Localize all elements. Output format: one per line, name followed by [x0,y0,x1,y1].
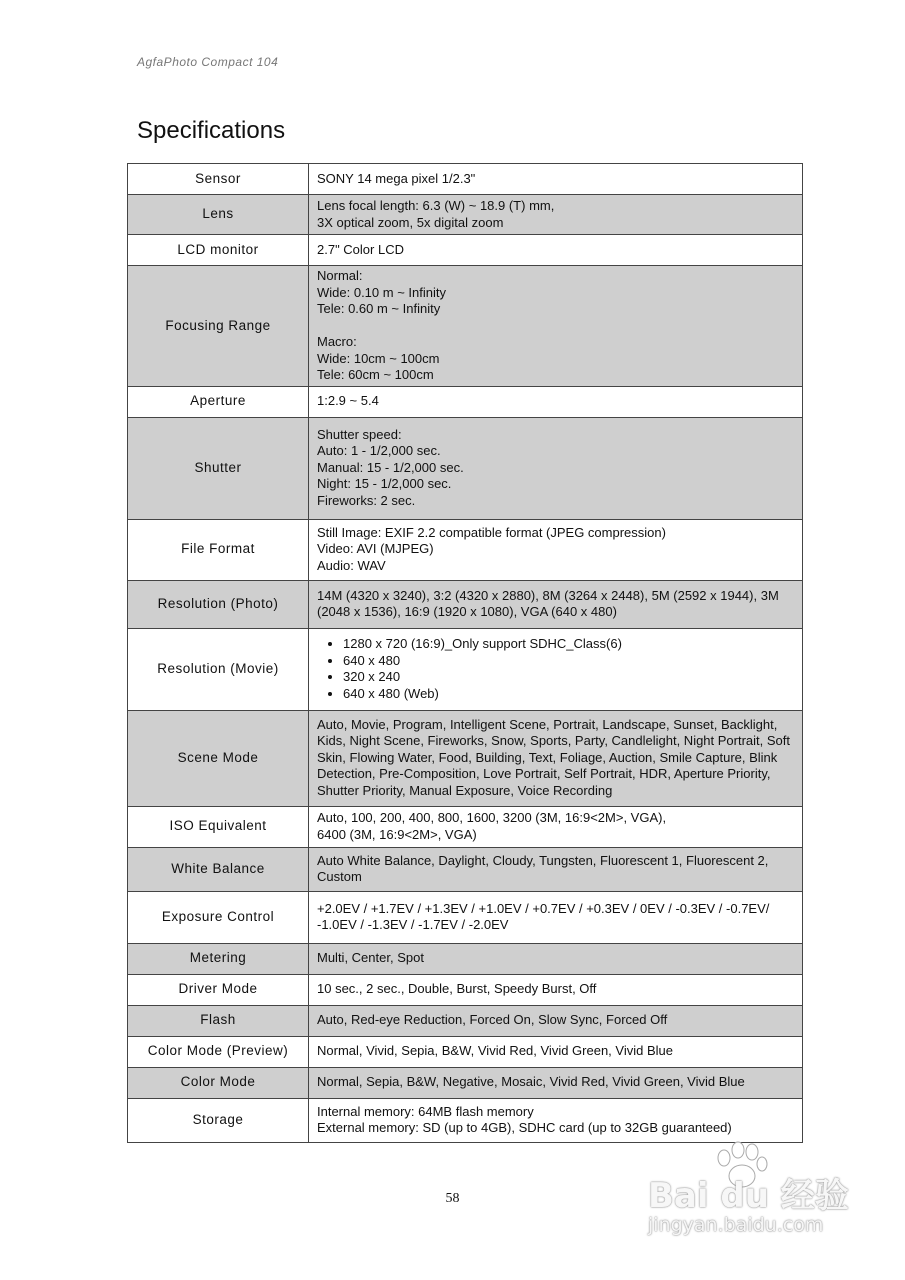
spec-value [309,580,803,628]
spec-label: White Balance [128,847,309,891]
spec-value-line: Audio: WAV [317,557,386,573]
spec-value-line: Tele: 0.60 m ~ Infinity [317,301,441,316]
spec-value-line: Video: AVI (MJPEG) [317,541,434,557]
spec-label: ISO Equivalent [128,806,309,847]
spec-value [309,847,803,891]
spec-value-line: Auto: 1 - 1/2,000 sec. [317,443,441,459]
spec-value-line: Multi, Center, Spot [317,950,424,966]
spec-value [309,386,803,417]
spec-value [309,1098,803,1142]
spec-value-line: 6400 (3M, 16:9<2M>, VGA) [317,826,477,842]
spec-value [309,266,803,387]
spec-label: Exposure Control [128,891,309,943]
spec-value-line: Auto, 100, 200, 400, 800, 1600, 3200 (3M, 16:9<2M>, VGA), [317,810,667,825]
spec-row [128,806,803,847]
spec-bullet-item: • 320 x 240 [343,669,794,686]
spec-value [309,806,803,847]
spec-value [309,519,803,580]
spec-value-line: 10 sec., 2 sec., Double, Burst, Speedy Burst, Off [317,981,597,997]
spec-value-line: Auto, Red-eye Reduction, Forced On, Slow Sync, Forced Off [317,1012,668,1028]
spec-row [128,386,803,417]
spec-label: Color Mode (Preview) [128,1036,309,1067]
spec-row [128,1036,803,1067]
spec-value-line: Tele: 60cm ~ 100cm [317,367,434,382]
spec-bullet-item: • 640 x 480 [343,653,794,670]
spec-value-line: Normal: [317,268,363,283]
spec-value-line: 3X optical zoom, 5x digital zoom [317,214,504,230]
spec-label: Resolution (Photo) [128,580,309,628]
spec-label: Shutter [128,417,309,519]
spec-value-line: Macro: [317,334,357,349]
spec-bullet-list [317,636,794,702]
spec-label: File Format [128,519,309,580]
spec-bullet-item: • 1280 x 720 (16:9)_Only support SDHC_Class(6) [343,636,794,653]
spec-row [128,943,803,974]
spec-row [128,580,803,628]
spec-label: Focusing Range [128,266,309,387]
spec-value-line: Manual: 15 - 1/2,000 sec. [317,459,464,475]
watermark-brand: Bai du 经验 [648,1176,849,1216]
baidu-watermark [640,1140,855,1250]
spec-value-line: Night: 15 - 1/2,000 sec. [317,476,452,492]
spec-value-line: Normal, Sepia, B&W, Negative, Mosaic, Vivid Red, Vivid Green, Vivid Blue [317,1074,745,1090]
spec-label: Resolution (Movie) [128,628,309,710]
spec-value-line: Fireworks: 2 sec. [317,492,416,508]
spec-row [128,235,803,266]
spec-value-line: Wide: 0.10 m ~ Infinity [317,284,446,300]
spec-row [128,847,803,891]
spec-value-line: 1:2.9 ~ 5.4 [317,393,379,409]
spec-value [309,891,803,943]
spec-label: Color Mode [128,1067,309,1098]
document-header: AgfaPhoto Compact 104 [137,55,279,69]
spec-value [309,417,803,519]
spec-label: Aperture [128,386,309,417]
watermark-domain: jingyan.baidu.com [648,1214,824,1236]
spec-value [309,974,803,1005]
spec-label: Metering [128,943,309,974]
spec-row [128,1067,803,1098]
spec-value [309,943,803,974]
spec-label: Driver Mode [128,974,309,1005]
spec-row [128,266,803,387]
spec-value-line: Wide: 10cm ~ 100cm [317,350,440,366]
spec-value-line: Internal memory: 64MB flash memory [317,1103,534,1119]
spec-value-line: SONY 14 mega pixel 1/2.3" [317,170,476,186]
page-title: Specifications [137,117,286,144]
spec-row [128,417,803,519]
spec-value [309,710,803,806]
spec-row [128,710,803,806]
spec-row [128,164,803,195]
spec-value-line: Lens focal length: 6.3 (W) ~ 18.9 (T) mm, [317,198,555,213]
spec-value [309,195,803,235]
spec-value-line: +2.0EV / +1.7EV / +1.3EV / +1.0EV / +0.7EV / +0.3EV / 0EV / -0.3EV / -0.7EV/ [317,900,770,916]
spec-value-line: External memory: SD (up to 4GB), SDHC card (up to 32GB guaranteed) [317,1120,732,1135]
spec-value-line: -1.0EV / -1.3EV / -1.7EV / -2.0EV [317,917,509,932]
spec-value [309,164,803,195]
spec-label: Lens [128,195,309,235]
spec-value-line: 14M (4320 x 3240), 3:2 (4320 x 2880), 8M (3264 x 2448), 5M (2592 x 1944), 3M (2048 x 1536), 16:9 (1920 x 1080), VGA (640 x 480) [317,587,783,619]
spec-row [128,974,803,1005]
specifications-table [127,163,803,1143]
spec-row [128,628,803,710]
spec-row [128,519,803,580]
spec-value-line: Still Image: EXIF 2.2 compatible format (JPEG compression) [317,524,666,540]
spec-row [128,1005,803,1036]
spec-value-line: Shutter speed: [317,426,402,442]
spec-value-line: 2.7" Color LCD [317,241,404,257]
spec-row [128,195,803,235]
spec-value [309,1005,803,1036]
spec-row [128,1098,803,1142]
spec-value [309,1067,803,1098]
spec-label: LCD monitor [128,235,309,266]
spec-label: Storage [128,1098,309,1142]
spec-label: Scene Mode [128,710,309,806]
spec-value-line: Auto White Balance, Daylight, Cloudy, Tungsten, Fluorescent 1, Fluorescent 2, Custom [317,852,773,884]
spec-bullet-item: • 640 x 480 (Web) [343,686,794,703]
spec-label: Flash [128,1005,309,1036]
spec-value [309,235,803,266]
spec-label: Sensor [128,164,309,195]
spec-value-line [317,318,794,335]
spec-row [128,891,803,943]
page-number: 58 [445,1191,460,1206]
spec-value [309,1036,803,1067]
spec-value-line: Normal, Vivid, Sepia, B&W, Vivid Red, Vivid Green, Vivid Blue [317,1043,673,1059]
spec-value-line: Auto, Movie, Program, Intelligent Scene, Portrait, Landscape, Sunset, Backlight, Kids, Night Scene, Fireworks, Snow, Sports, Party, Candlelight, Night Portrait, Soft Skin, Flowing Water, Food, Building, Text, Foliage, Auction, Smile Capture, Blink Detection, Pre-Composition, Love Portrait, Self Portrait, HDR, Aperture Priority, Shutter Priority, Manual Exposure, Voice Recording [317,716,794,798]
spec-value [309,628,803,710]
